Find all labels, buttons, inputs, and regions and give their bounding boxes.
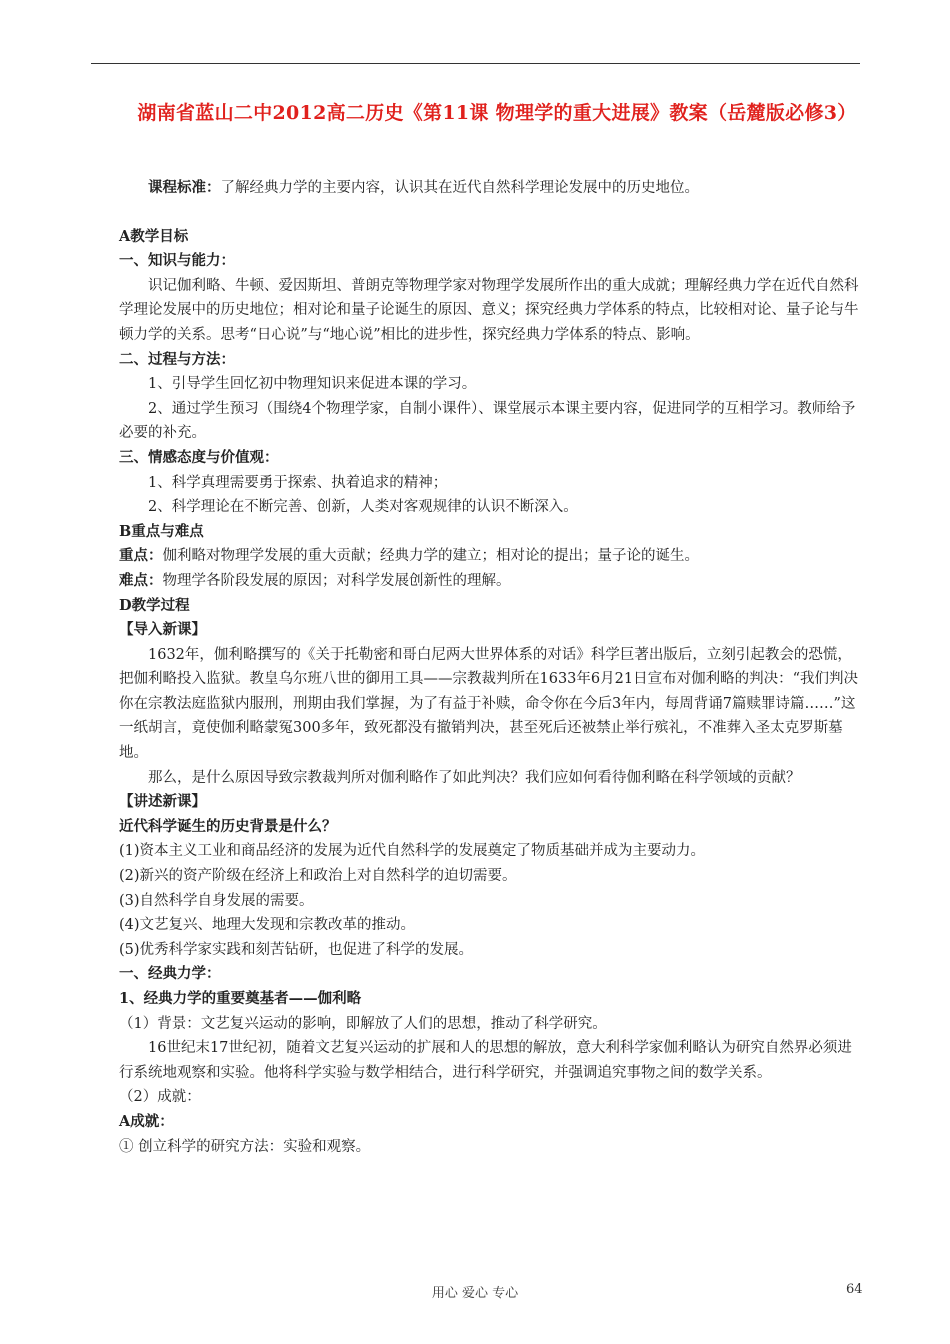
page-number: 64	[846, 1282, 863, 1297]
section-d-heading: D教学过程	[119, 596, 190, 614]
background-item: (3)自然科学自身发展的需要。	[119, 892, 314, 909]
section-a-heading: A教学目标	[119, 227, 189, 245]
process-item: 1、引导学生回忆初中物理知识来促进本课的学习。	[148, 376, 477, 393]
values-item: 1、科学真理需要勇于探索、执着追求的精神；	[148, 474, 448, 491]
intro-paragraph: 1632年，伽利略撰写的《关于托勒密和哥白尼两大世界体系的对话》科学巨著出版后，立刻引起教会的恐慌，把伽利略投入监狱。教皇乌尔班八世的御用工具——宗教裁判所在1633年6月21日宣布对伽利略的判决：“我们判决你在宗教法庭监狱内服刑，刑期由我们掌握，为了有益于补赎，命令你在今后3年内，每周背诵7篇赎罪诗篇……”这一纸胡言，竟使伽利略蒙冤300多年，致死都没有撤销判决，甚至死后还被禁止举行殡礼，不准葬入圣太克罗斯墓地。	[119, 646, 858, 762]
key-points-label: 重点：	[119, 547, 163, 565]
background-item: (5)优秀科学家实践和刻苦钻研，也促进了科学的发展。	[119, 941, 474, 958]
background-item: (1)资本主义工业和商品经济的发展为近代自然科学的发展奠定了物质基础并成为主要动力。	[119, 843, 706, 860]
achievement-line: （2）成就：	[119, 1089, 201, 1106]
values-item: 2、科学理论在不断完善、创新，人类对客观规律的认识不断深入。	[148, 499, 578, 516]
process-item: 2、通过学生预习（围绕4个物理学家，自制小课件）、课堂展示本课主要内容，促进同学的互相学习。教师给予必要的补充。	[119, 400, 856, 442]
lecture-heading: 【讲述新课】	[119, 793, 206, 811]
header-rule	[91, 63, 860, 64]
galileo-heading: 1、经典力学的重要奠基者——伽利略	[119, 990, 362, 1007]
document-body	[119, 176, 861, 1159]
knowledge-text: 识记伽利略、牛顿、爱因斯坦、普朗克等物理学家对物理学发展所作出的重大成就；理解经典力学在近代自然科学理论发展中的历史地位；相对论和量子论诞生的原因、意义；探究经典力学体系的特点，比较相对论、量子论与牛顿力学的关系。思考“日心说”与“地心说”相比的进步性，探究经典力学体系的特点、影响。	[119, 277, 859, 343]
process-heading: 二、过程与方法：	[119, 350, 235, 368]
values-heading: 三、情感态度与价值观：	[119, 448, 279, 466]
difficult-points-label: 难点：	[119, 571, 163, 589]
intro-heading: 【导入新课】	[119, 621, 206, 639]
background-item: (4)文艺复兴、地理大发现和宗教改革的推动。	[119, 917, 416, 934]
spacer	[119, 201, 861, 225]
footer-slogan: 用心 爱心 专心	[431, 1286, 519, 1301]
course-standard	[119, 176, 861, 201]
knowledge-heading: 一、知识与能力：	[119, 252, 235, 270]
course-standard-text: 了解经典力学的主要内容，认识其在近代自然科学理论发展中的历史地位。	[220, 180, 699, 196]
difficult-points	[119, 569, 861, 594]
galileo-paragraph: 16世纪末17世纪初，随着文艺复兴运动的扩展和人的思想的解放，意大利科学家伽利略认为研究自然界必须进行系统地观察和实验。他将科学实验与数学相结合，进行科学研究，并强调追究事物之间的数学关系。	[119, 1040, 852, 1081]
difficult-points-text: 物理学各阶段发展的原因；对科学发展创新性的理解。	[162, 572, 511, 589]
background-item: (2)新兴的资产阶级在经济上和政治上对自然科学的迫切需要。	[119, 868, 517, 885]
section-b-heading: B重点与难点	[119, 522, 204, 540]
background-question: 近代科学诞生的历史背景是什么？	[119, 817, 337, 835]
key-points-text: 伽利略对物理学发展的重大贡献；经典力学的建立；相对论的提出；量子论的诞生。	[162, 548, 699, 565]
achievement-item: ① 创立科学的研究方法：实验和观察。	[119, 1138, 371, 1155]
background-line: （1）背景：文艺复兴运动的影响，即解放了人们的思想，推动了科学研究。	[119, 1015, 607, 1032]
classical-mechanics-heading: 一、经典力学：	[119, 965, 221, 983]
document-title: 湖南省蓝山二中2012高二历史《第11课 物理学的重大进展》教案（岳麓版必修3）	[137, 102, 857, 124]
achievement-heading: A成就：	[119, 1112, 174, 1130]
key-points	[119, 544, 861, 569]
course-standard-label: 课程标准：	[148, 179, 221, 196]
intro-question: 那么，是什么原因导致宗教裁判所对伽利略作了如此判决？我们应如何看待伽利略在科学领域的贡献？	[148, 769, 801, 786]
